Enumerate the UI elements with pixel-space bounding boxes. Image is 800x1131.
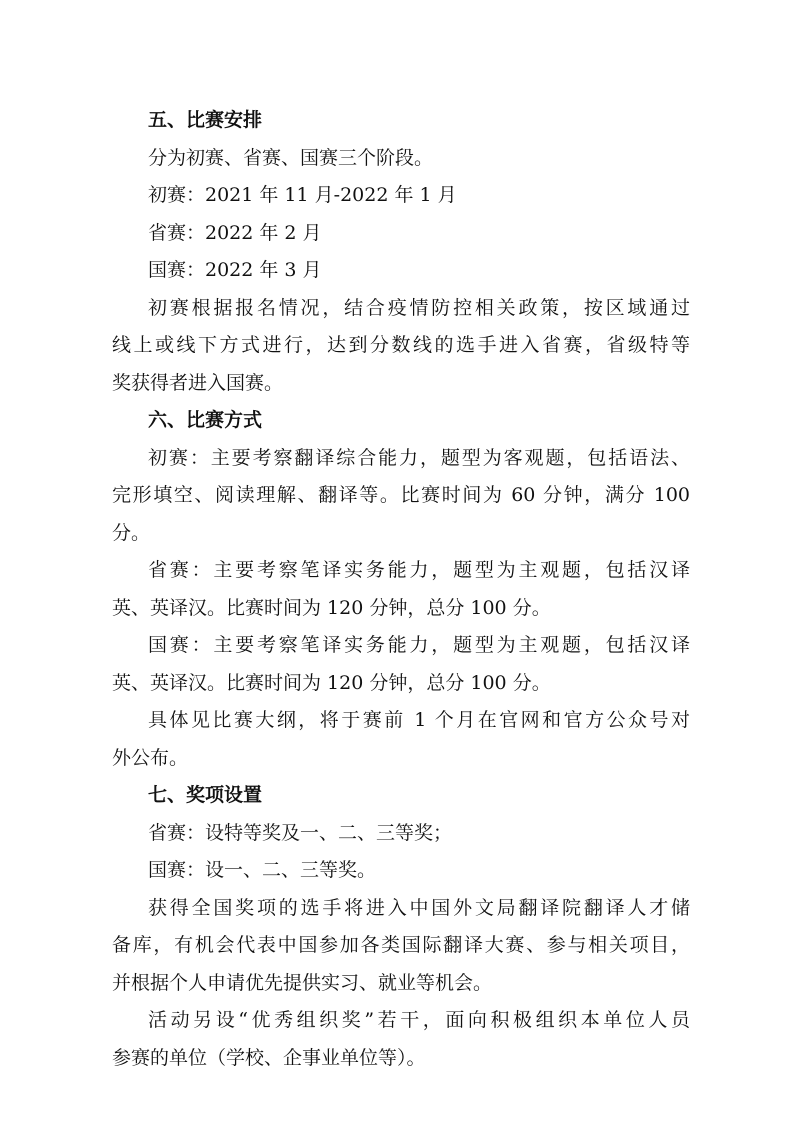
paragraph-line: 参赛的单位（学校、企事业单位等）。	[112, 1047, 426, 1069]
paragraph-line: 具体见比赛大纲，将于赛前 1 个月在官网和官方公众号对	[148, 709, 690, 731]
paragraph-line: 线上或线下方式进行，达到分数线的选手进入省赛，省级特等	[112, 334, 690, 356]
paragraph-line: 国赛：主要考察笔译实务能力，题型为主观题，包括汉译	[148, 634, 690, 656]
paragraph-provincial-awards: 省赛：设特等奖及一、二、三等奖；	[148, 822, 453, 844]
paragraph-line: 分。	[112, 522, 151, 544]
paragraph-line: 并根据个人申请优先提供实习、就业等机会。	[112, 972, 493, 994]
paragraph-line: 完形填空、阅读理解、翻译等。比赛时间为 60 分钟，满分 100	[112, 484, 690, 506]
paragraph-line: 英、英译汉。比赛时间为 120 分钟，总分 100 分。	[112, 672, 551, 694]
paragraph-line: 活动另设“优秀组织奖”若干，面向积极组织本单位人员	[148, 1009, 690, 1031]
paragraph-provincial-date: 省赛：2022 年 2 月	[148, 222, 322, 244]
paragraph-line: 奖获得者进入国赛。	[112, 372, 284, 394]
paragraph-line: 初赛：主要考察翻译综合能力，题型为客观题，包括语法、	[148, 447, 690, 469]
section-heading-6: 六、比赛方式	[148, 409, 263, 431]
paragraph-line: 初赛根据报名情况，结合疫情防控相关政策，按区域通过	[148, 297, 690, 319]
paragraph-line: 获得全国奖项的选手将进入中国外文局翻译院翻译人才储	[148, 897, 690, 919]
paragraph-line: 省赛：主要考察笔译实务能力，题型为主观题，包括汉译	[148, 559, 690, 581]
section-heading-7: 七、奖项设置	[148, 784, 263, 806]
paragraph-national-awards: 国赛：设一、二、三等奖。	[148, 859, 377, 881]
paragraph-line: 备库，有机会代表中国参加各类国际翻译大赛、参与相关项目，	[112, 934, 690, 956]
section-heading-5: 五、比赛安排	[148, 109, 263, 131]
paragraph-preliminary-date: 初赛：2021 年 11 月-2022 年 1 月	[148, 184, 457, 206]
paragraph-line: 外公布。	[112, 747, 189, 769]
paragraph-national-date: 国赛：2022 年 3 月	[148, 259, 322, 281]
paragraph-stages: 分为初赛、省赛、国赛三个阶段。	[148, 147, 434, 169]
paragraph-line: 英、英译汉。比赛时间为 120 分钟，总分 100 分。	[112, 597, 551, 619]
